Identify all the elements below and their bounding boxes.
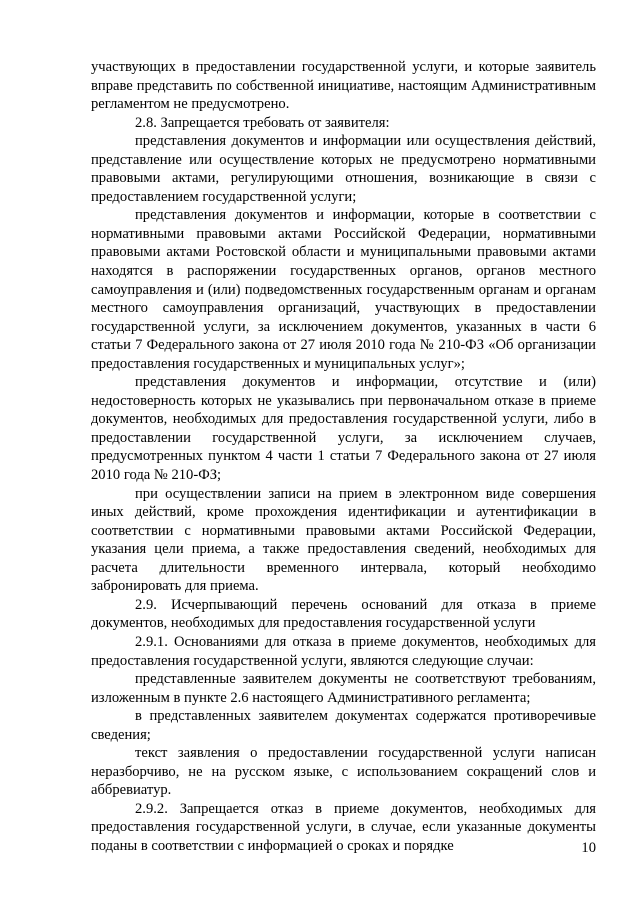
paragraph: представления документов и информации, которые в соответствии с нормативными правовыми актами Российской Федерации, нормативными правовыми актами Ростовской области и муниципальными правовыми актами находятся в распоряжении государственных органов, органов местного самоуправления и (или) подведомственных государственным органам и органам местного самоуправления организаций, участвующих в предоставлении государственной услуги, за исключением документов, указанных в части 6 статьи 7 Федерального закона от 27 июля 2010 года № 210-ФЗ «Об организации предоставления государственных и муниципальных услуг»; [91, 207, 596, 372]
paragraph: представления документов и информации, отсутствие и (или) недостоверность которых не указывались при первоначальном отказе в приеме документов, необходимых для предоставления государственной услуги, либо в предоставлении государственной услуги, за исключением случаев, предусмотренных пунктом 4 части 1 статьи 7 Федерального закона от 27 июля 2010 года № 210-ФЗ; [91, 374, 596, 484]
section-heading-2-8: 2.8. Запрещается требовать от заявителя: [135, 114, 390, 131]
document-body [91, 58, 596, 856]
paragraph: 2.9.2. Запрещается отказ в приеме документов, необходимых для предоставления государственной услуги, в случае, если указанные документы поданы в соответствии с информацией о сроках и порядке [91, 800, 596, 854]
page-number: 10 [581, 840, 596, 856]
paragraph: представленные заявителем документы не соответствуют требованиям, изложенным в пункте 2.6 настоящего Административного регламента; [91, 671, 596, 706]
paragraph: при осуществлении записи на прием в электронном виде совершения иных действий, кроме прохождения идентификации и аутентификации в соответствии с нормативными правовыми актами Российской Федерации, указания цели приема, а также предоставления сведений, необходимых для расчета длительности временного интервала, который необходимо забронировать для приема. [91, 485, 596, 595]
paragraph: 2.9.1. Основаниями для отказа в приеме документов, необходимых для предоставления государственной услуги, являются следующие случаи: [91, 633, 596, 669]
paragraph: представления документов и информации или осуществления действий, представление или осуществление которых не предусмотрено нормативными правовыми актами, регулирующими отношения, возникающие в связи с предоставлением государственной услуги; [91, 133, 596, 205]
section-heading-2-9: 2.9. Исчерпывающий перечень оснований для отказа в приеме документов, необходимых для предоставления государственной услуги [91, 596, 596, 632]
paragraph: текст заявления о предоставлении государственной услуги написан неразборчиво, не на русском языке, с использованием сокращений слов и аббревиатур. [91, 745, 596, 799]
paragraph: в представленных заявителем документах содержатся противоречивые сведения; [91, 708, 596, 743]
paragraph-continuation: участвующих в предоставлении государственной услуги, и которые заявитель вправе представить по собственной инициативе, настоящим Административным регламентом не предусмотрено. [91, 59, 596, 113]
